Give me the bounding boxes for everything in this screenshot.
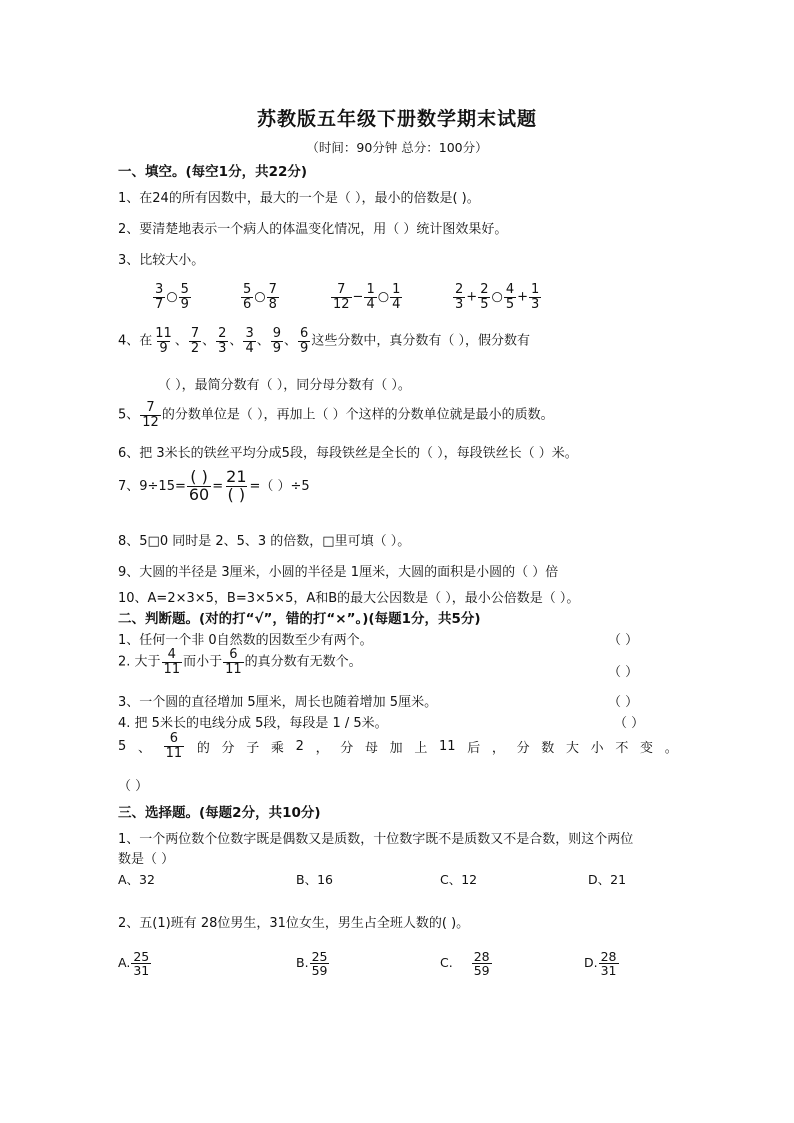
fraction: $\frac{( )}{60}$ xyxy=(188,467,210,504)
choice-1-option-c: C、12 xyxy=(440,872,478,887)
compare-circle: ○ xyxy=(254,289,266,305)
plus-sign: + xyxy=(517,289,528,305)
choice-1-option-d: D、21 xyxy=(588,872,627,887)
fraction: $\frac{1}{3}$ xyxy=(531,282,540,312)
choice-1: 1、一个两位数个位数字既是偶数又是质数，十位数字既不是质数又不是合数，则这个两位 xyxy=(118,832,634,847)
judge-4: 4. 把 5米长的电线分成 5段，每段是 1 / 5米。 xyxy=(118,716,388,731)
fraction: $\frac{6}{11}$ xyxy=(165,731,183,761)
compare-a xyxy=(152,283,192,311)
judge-2-answer: （ ） xyxy=(608,665,639,680)
fraction: $\frac{2}{3}$ xyxy=(455,282,464,312)
fraction: $\frac{3}{7}$ xyxy=(155,282,164,312)
section-1-heading: 一、填空。(每空1分，共22分) xyxy=(118,164,308,180)
fraction: $\frac{4}{5}$ xyxy=(505,282,515,312)
plus-sign: + xyxy=(466,289,478,305)
fraction: $\frac{21}{( )}$ xyxy=(226,467,247,504)
fraction: $\frac{3}{4}$ xyxy=(245,326,254,356)
compare-circle: ○ xyxy=(377,289,390,305)
choice-2-option-a: A. $\frac{25}{31}$ xyxy=(118,949,150,979)
choice-2-option-b: B. $\frac{25}{59}$ xyxy=(296,949,328,979)
judge-3: 3、一个圆的直径增加 5厘米，周长也随着增加 5厘米。 xyxy=(118,695,438,710)
compare-b xyxy=(240,283,280,311)
fraction: $\frac{25}{31}$ xyxy=(133,949,150,979)
fraction: $\frac{6}{9}$ xyxy=(300,326,309,356)
judge-5-answer: （ ） xyxy=(118,779,149,794)
judge-3-answer: （ ） xyxy=(608,695,639,710)
fraction: $\frac{7}{12}$ xyxy=(142,400,159,430)
choice-1-line2: 数是（ ） xyxy=(118,852,175,867)
question-1-8: 8、5□0 同时是 2、5、3 的倍数，□里可填（ ）。 xyxy=(118,534,411,549)
section-2-heading: 二、判断题。(对的打“√”，错的打“×”。)(每题1分，共5分) xyxy=(118,611,481,627)
question-1-10: 10、A=2×3×5，B=3×5×5，A和B的最大公因数是（ ），最小公倍数是（ ）。 xyxy=(118,591,580,606)
fraction: $\frac{5}{9}$ xyxy=(180,282,189,312)
choice-1-option-a: A、32 xyxy=(118,872,155,887)
fraction: $\frac{25}{59}$ xyxy=(311,949,328,979)
question-1-1: 1、在24的所有因数中，最大的一个是（ ），最小的倍数是( )。 xyxy=(118,191,480,206)
fraction: $\frac{2}{5}$ xyxy=(480,282,489,312)
fraction: $\frac{7}{2}$ xyxy=(190,326,200,356)
fraction: $\frac{5}{6}$ xyxy=(243,282,252,312)
fraction: $\frac{6}{11}$ xyxy=(225,647,242,677)
section-3-heading: 三、选择题。(每题2分，共10分) xyxy=(118,805,321,821)
choice-2-option-c: C. $\frac{28}{59}$ xyxy=(440,949,490,979)
compare-d xyxy=(452,283,542,311)
fraction: $\frac{1}{4}$ xyxy=(366,282,375,312)
question-1-6: 6、把 3米长的铁丝平均分成5段，每段铁丝是全长的（ ），每段铁丝长（ ）米。 xyxy=(118,446,578,461)
compare-c xyxy=(330,283,403,311)
minus-sign: − xyxy=(352,289,364,305)
fraction: $\frac{28}{31}$ xyxy=(600,949,617,979)
judge-2: 2. 大于 $\frac{4}{11}$ 而小于 $\frac{6}{11}$ 的真分数有无数个。 xyxy=(118,647,362,677)
compare-circle: ○ xyxy=(166,289,178,305)
compare-circle: ○ xyxy=(491,289,503,305)
fraction: $\frac{7}{12}$ xyxy=(333,282,350,312)
choice-2: 2、五(1)班有 28位男生，31位女生，男生占全班人数的( )。 xyxy=(118,916,470,931)
fraction: $\frac{2}{3}$ xyxy=(218,326,227,356)
fraction: $\frac{4}{11}$ xyxy=(163,647,181,677)
fraction: $\frac{28}{59}$ xyxy=(473,949,490,979)
choice-1-option-b: B、16 xyxy=(296,872,333,887)
question-1-4-line2: （ ），最简分数有（ ），同分母分数有（ ）。 xyxy=(158,378,411,393)
fraction: $\frac{7}{8}$ xyxy=(268,282,277,312)
question-1-4: 4、在 $\frac{11}{9}$ 、 $\frac{7}{2}$ 、 $\frac{2}{3}$ 、 $\frac{3}{4}$ 、 $\frac{9}{9}$ 、 $\frac{6}{9}$ 这些分数中，真分数有（ ），假分数有 xyxy=(118,326,530,356)
judge-1: 1、任何一个非 0自然数的因数至少有两个。 xyxy=(118,633,373,648)
choice-2-option-d: D. $\frac{28}{31}$ xyxy=(584,949,617,979)
fraction: $\frac{1}{4}$ xyxy=(392,282,401,312)
fraction: $\frac{9}{9}$ xyxy=(272,326,282,356)
question-1-7: 7、9÷15= $\frac{( )}{60}$ = $\frac{21}{( )}$ =（ ）÷5 xyxy=(118,467,310,504)
question-1-5: 5、 $\frac{7}{12}$ 的分数单位是（ ），再加上（ ）个这样的分数单位就是最小的质数。 xyxy=(118,400,554,430)
judge-4-answer: （ ） xyxy=(614,716,645,731)
page-title: 苏教版五年级下册数学期末试题 xyxy=(256,108,537,130)
fraction: $\frac{11}{9}$ xyxy=(155,326,172,356)
exam-info: （时间：90分钟 总分：100分） xyxy=(306,140,488,155)
judge-5: 5 、 $\frac{6}{11}$ 的 分 子 乘 2 ， 分 母 加 上 11 后 ， 分 数 大 小 不 变 。 xyxy=(118,731,678,761)
question-1-3: 3、比较大小。 xyxy=(118,253,205,268)
question-1-9: 9、大圆的半径是 3厘米，小圆的半径是 1厘米，大圆的面积是小圆的（ ）倍 xyxy=(118,565,559,580)
judge-1-answer: （ ） xyxy=(608,633,639,648)
question-1-2: 2、要清楚地表示一个病人的体温变化情况，用（ ）统计图效果好。 xyxy=(118,222,508,237)
